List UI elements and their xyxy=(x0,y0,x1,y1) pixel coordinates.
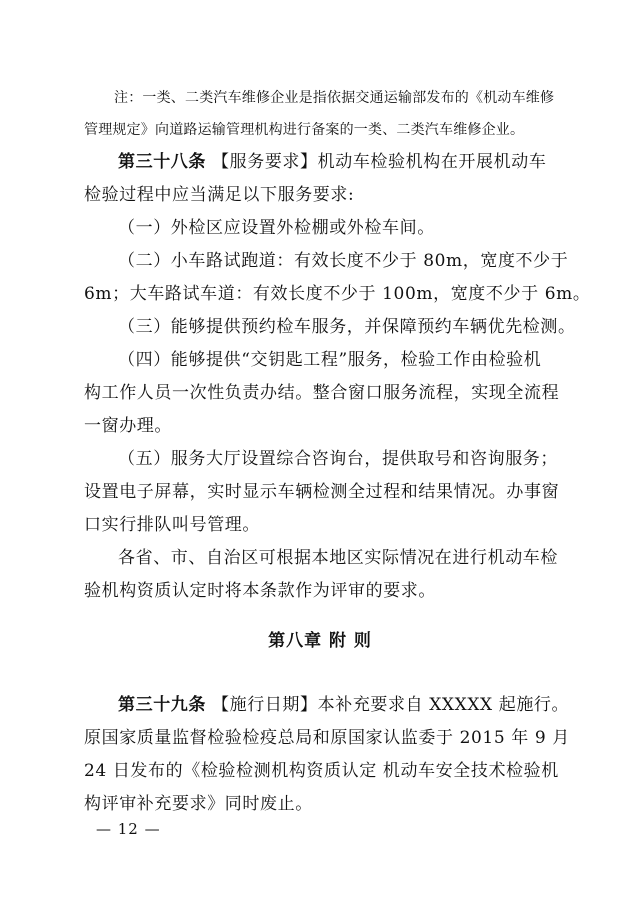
item-1-line: （一）外检区应设置外检棚或外检车间。 xyxy=(118,218,435,238)
article-39-line: 原国家质量监督检验检疫总局和原国家认监委于 2015 年 9 月 xyxy=(84,728,570,748)
item-4-line: 构工作人员一次性负责办结。整合窗口服务流程，实现全流程 xyxy=(84,383,560,403)
article-38 xyxy=(84,146,579,212)
item-1 xyxy=(84,212,579,245)
article-38-title: 【服务要求】机动车检验机构在开展机动车 xyxy=(212,152,547,172)
chapter-title: 第八章 附 则 xyxy=(268,631,372,651)
article-39-line: 构评审补充要求》同时废止。 xyxy=(84,794,313,814)
article-38-heading: 第三十八条 xyxy=(118,152,206,172)
item-2-line: 6m；大车路试车道：有效长度不少于 100m，宽度不少于 6m。 xyxy=(84,284,591,304)
provinces-line: 各省、市、自治区可根据本地区实际情况在进行机动车检 xyxy=(118,548,558,568)
item-4-line: 一窗办理。 xyxy=(84,416,172,436)
item-5-line: 设置电子屏幕，实时显示车辆检测全过程和结果情况。办事窗 xyxy=(84,482,560,502)
article-39-line: 24 日发布的《检验检测机构资质认定 机动车安全技术检验机 xyxy=(84,761,559,781)
item-3-line: （三）能够提供预约检车服务，并保障预约车辆优先检测。 xyxy=(118,317,576,337)
item-4 xyxy=(84,344,579,443)
note-line: 注：一类、二类汽车维修企业是指依据交通运输部发布的《机动车维修 xyxy=(114,90,555,106)
provinces-paragraph xyxy=(84,542,579,608)
item-3 xyxy=(84,311,579,344)
item-2-line: （二）小车路试跑道：有效长度不少于 80m，宽度不少于 xyxy=(118,251,569,271)
article-39-heading: 第三十九条 xyxy=(118,695,206,715)
article-38-line xyxy=(84,146,579,179)
provinces-line: 验机构资质认定时将本条款作为评审的要求。 xyxy=(84,581,436,601)
item-5 xyxy=(84,443,579,542)
article-39-title: 【施行日期】本补充要求自 XXXXX 起施行。 xyxy=(212,695,570,715)
note-block xyxy=(84,82,574,146)
item-4-line: （四）能够提供“交钥匙工程”服务，检验工作由检验机 xyxy=(118,350,542,370)
article-39 xyxy=(84,689,579,821)
article-38-line: 检验过程中应当满足以下服务要求: xyxy=(84,185,355,205)
item-5-line: 口实行排队叫号管理。 xyxy=(84,515,260,535)
page-number: — 12 — xyxy=(96,820,161,838)
item-5-line: （五）服务大厅设置综合咨询台，提供取号和咨询服务； xyxy=(118,449,558,469)
note-line: 管理规定》向道路运输管理机构进行备案的一类、二类汽车维修企业。 xyxy=(84,122,525,138)
article-39-line xyxy=(84,689,579,722)
item-2 xyxy=(84,245,591,311)
